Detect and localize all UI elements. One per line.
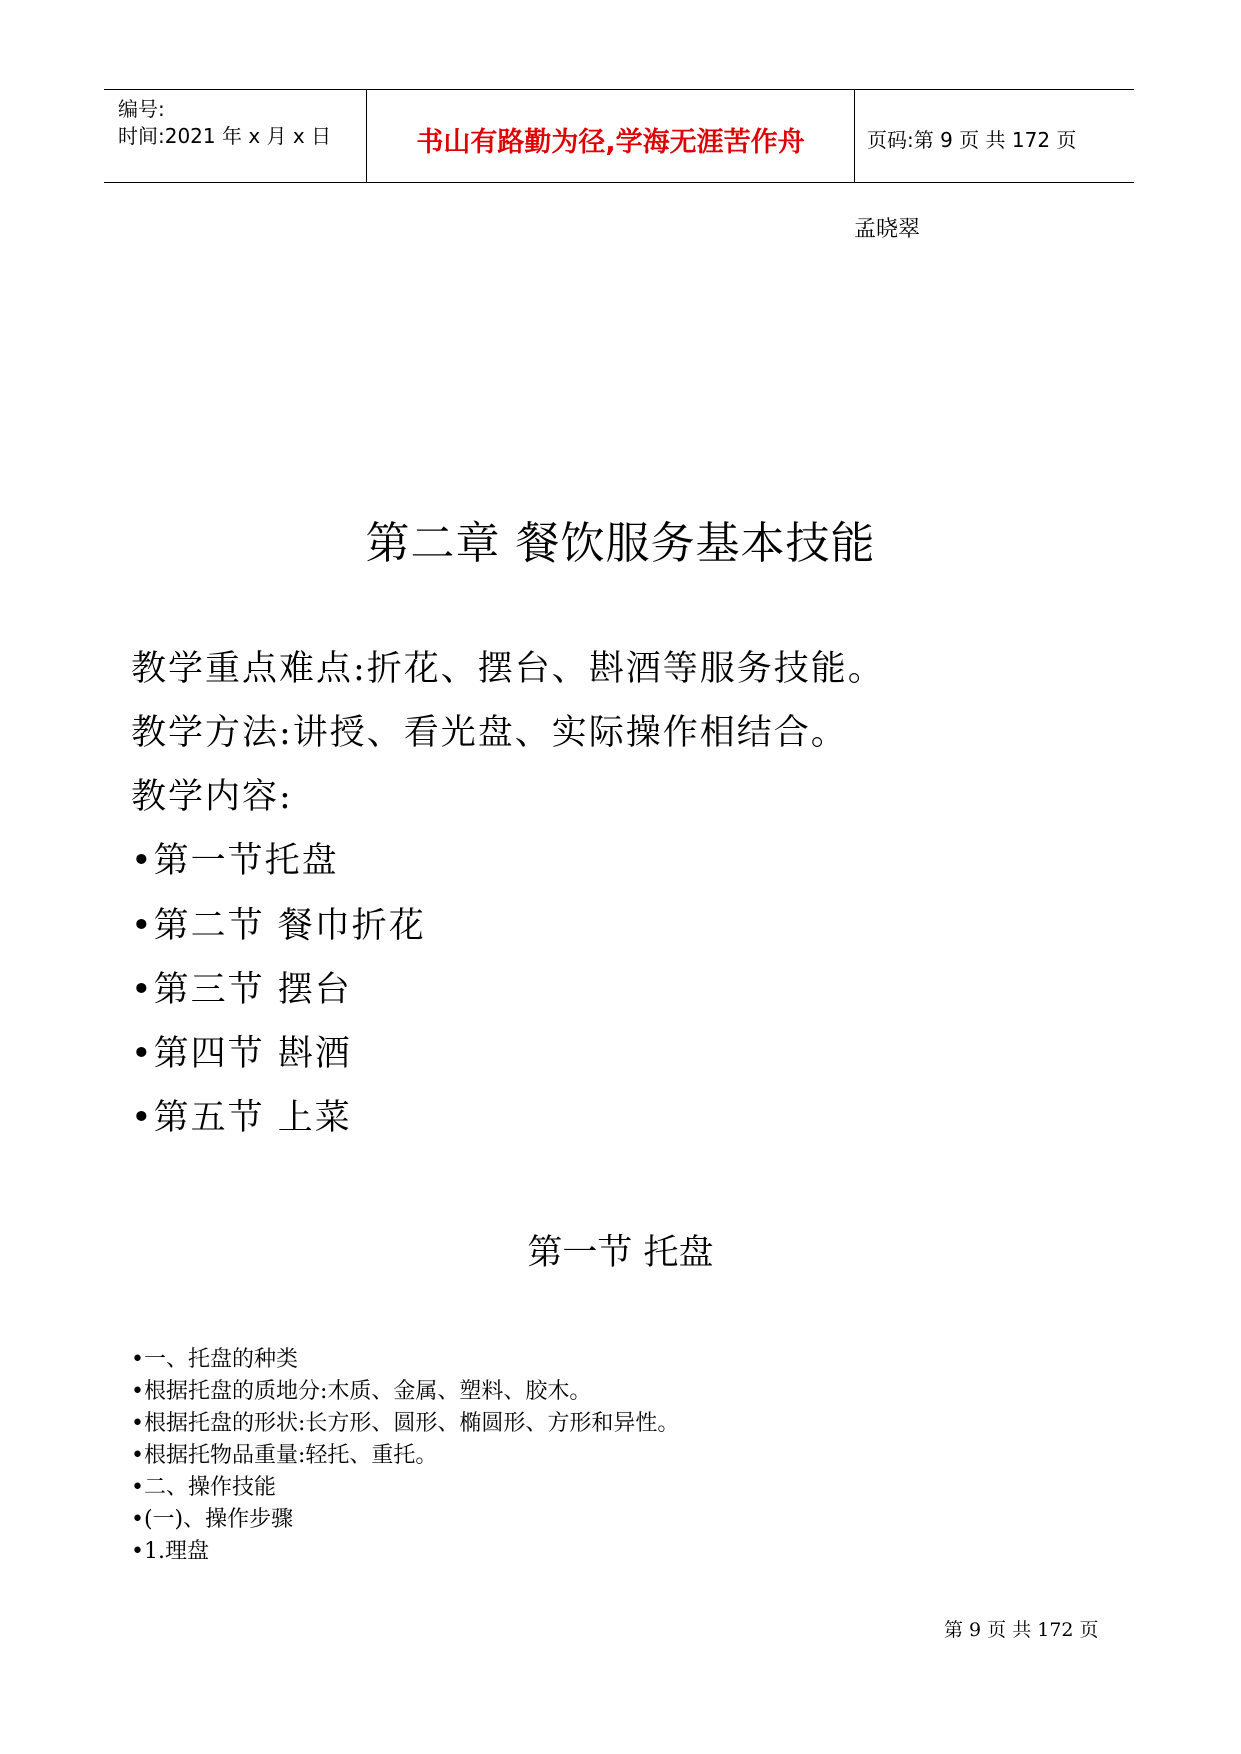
body-line: •二、操作技能 — [131, 1475, 276, 1500]
teaching-focus-line: 教学重点难点:折花、摆台、斟酒等服务技能。 — [131, 649, 885, 689]
document-id-label: 编号: — [118, 97, 165, 121]
author-name: 孟晓翠 — [854, 217, 921, 242]
body-line: •一、托盘的种类 — [131, 1347, 298, 1372]
header-meta-cell — [104, 90, 367, 182]
toc-item: •第一节托盘 — [131, 841, 339, 881]
chapter-title: 第二章 餐饮服务基本技能 — [365, 518, 876, 569]
toc-item: •第四节 斟酒 — [131, 1034, 352, 1074]
section-title: 第一节 托盘 — [527, 1233, 714, 1273]
body-line: •根据托物品重量:轻托、重托。 — [131, 1443, 438, 1468]
teaching-method-line: 教学方法:讲授、看光盘、实际操作相结合。 — [131, 713, 848, 753]
toc-item: •第三节 摆台 — [131, 970, 352, 1010]
page-header — [104, 89, 1134, 183]
body-line: •1.理盘 — [131, 1539, 209, 1564]
body-line: •根据托盘的形状:长方形、圆形、椭圆形、方形和异性。 — [131, 1411, 680, 1436]
header-page-cell — [856, 90, 1134, 182]
body-line: •(一)、操作步骤 — [131, 1507, 294, 1532]
document-time-label: 时间:2021 年 x 月 x 日 — [118, 124, 332, 148]
body-line: •根据托盘的质地分:木质、金属、塑料、胶木。 — [131, 1379, 592, 1404]
header-page-code: 页码:第 9 页 共 172 页 — [867, 128, 1077, 152]
page-footer: 第 9 页 共 172 页 — [944, 1619, 1099, 1641]
toc-item: •第二节 餐巾折花 — [131, 906, 426, 946]
toc-item: •第五节 上菜 — [131, 1098, 352, 1138]
header-motto: 书山有路勤为径,学海无涯苦作舟 — [416, 127, 805, 158]
header-motto-cell — [367, 90, 855, 182]
teaching-content-label: 教学内容: — [131, 777, 293, 817]
